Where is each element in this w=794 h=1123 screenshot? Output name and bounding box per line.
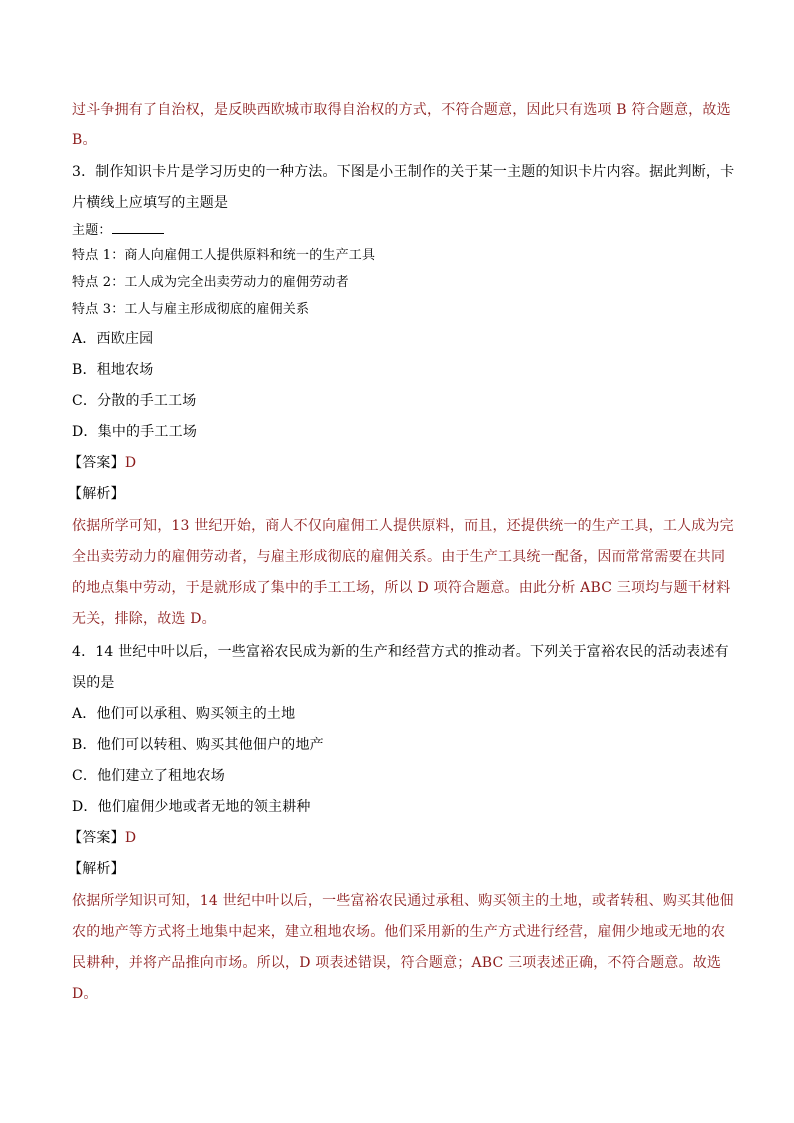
q3-analysis-line-4: 无关，排除，故选 D。 [72,611,216,627]
q3-analysis-line-2: 全出卖劳动力的雇佣劳动者，与雇主形成彻底的雇佣关系。由于生产工具统一配备，因而常常需要在共同 [72,549,726,565]
q4-analysis-line-2: 农的地产等方式将土地集中起来，建立租地农场。他们采用新的生产方式进行经营，雇佣少地或无地的农 [72,924,726,940]
q3-option-b: B．租地农场 [72,362,154,378]
q4-answer [68,828,136,848]
q3-option-a: A．西欧庄园 [72,331,154,347]
q4-analysis-label: 【解析】 [68,861,125,877]
q3-card-topic [72,219,164,241]
q3-option-c: C．分散的手工工场 [72,393,197,409]
q4-option-b: B．他们可以转租、购买其他佃户的地产 [72,737,324,753]
q4-stem-line-1: 4．14 世纪中叶以后，一些富裕农民成为新的生产和经营方式的推动者。下列关于富裕农民的活动表述有 [72,644,729,660]
q4-option-d: D．他们雇佣少地或者无地的领主耕种 [72,799,311,815]
q4-answer-value: D [124,830,137,846]
q3-answer-value: D [124,455,137,471]
q4-option-a: A．他们可以承租、购买领主的土地 [72,706,296,722]
q4-analysis-line-4: D。 [72,986,98,1002]
q3-card-feature-2: 特点 2：工人成为完全出卖劳动力的雇佣劳动者 [72,275,349,290]
prev-analysis-line-2: B。 [72,132,97,148]
q3-stem-line-2: 片横线上应填写的主题是 [72,195,229,211]
q3-analysis-line-1: 依据所学可知，13 世纪开始，商人不仅向雇佣工人提供原料，而且，还提供统一的生产工具，工人成为完 [72,518,734,534]
q4-analysis-line-3: 民耕种，并将产品推向市场。所以，D 项表述错误，符合题意；ABC 三项表述正确，不符合题意。故选 [72,955,722,971]
q3-analysis-label: 【解析】 [68,486,125,502]
q3-answer-label: 【答案】 [68,455,125,471]
q4-analysis-line-1: 依据所学知识可知，14 世纪中叶以后，一些富裕农民通过承租、购买领主的土地，或者转租、购买其他佃 [72,893,734,909]
q4-answer-label: 【答案】 [68,830,125,846]
q3-card-feature-1: 特点 1：商人向雇佣工人提供原料和统一的生产工具 [72,248,376,263]
q3-option-d: D．集中的手工工场 [72,424,198,440]
q3-answer [68,453,136,473]
q3-card-topic-blank [112,219,164,234]
prev-analysis-line-1: 过斗争拥有了自治权，是反映西欧城市取得自治权的方式，不符合题意，因此只有选项 B 符合题意，故选 [72,102,731,118]
q3-card-topic-label: 主题： [72,223,112,238]
q4-option-c: C．他们建立了租地农场 [72,768,225,784]
q3-analysis-line-3: 的地点集中劳动，于是就形成了集中的手工工场，所以 D 项符合题意。由此分析 ABC 三项均与题干材料 [72,580,731,596]
q3-stem-line-1: 3．制作知识卡片是学习历史的一种方法。下图是小王制作的关于某一主题的知识卡片内容。据此判断，卡 [72,164,735,180]
q4-stem-line-2: 误的是 [72,675,115,691]
q3-card-feature-3: 特点 3：工人与雇主形成彻底的雇佣关系 [72,302,310,317]
